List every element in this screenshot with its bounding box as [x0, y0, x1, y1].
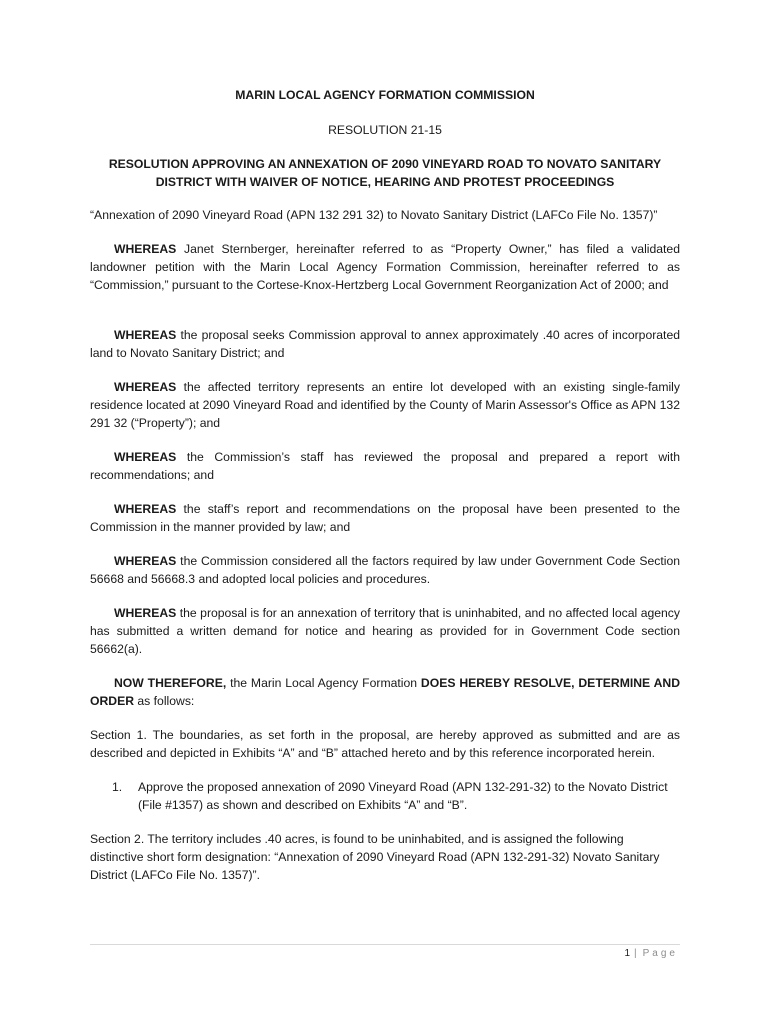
section-1-paragraph: Section 1. The boundaries, as set forth in the proposal, are hereby approved as submitted and are as described and depicted in Exhibits “A” and “B” attached hereto and by this reference incorporated herein.	[90, 728, 680, 760]
whereas-text-7: the proposal is for an annexation of territory that is uninhabited, and no affected local agency has submitted a written demand for notice and hearing as provided for in Government Code section 56662(a).	[90, 606, 680, 656]
whereas-text-1: Janet Sternberger, hereinafter referred to as “Property Owner,” has filed a validated landowner petition with the Marin Local Agency Formation Commission, hereinafter referred to as “Commission,” pursuant to the Cortese-Knox-Hertzberg Local Government Reorganization Act of 2000; and	[90, 242, 680, 292]
resolution-title-line-2: DISTRICT WITH WAIVER OF NOTICE, HEARING AND PROTEST PROCEEDINGS	[155, 175, 615, 189]
whereas-paragraph-6	[90, 552, 680, 588]
page-separator: |	[634, 948, 637, 959]
organization-title: MARIN LOCAL AGENCY FORMATION COMMISSION	[235, 88, 535, 102]
whereas-label: WHEREAS	[114, 606, 177, 620]
section-2-paragraph: Section 2. The territory includes .40 acres, is found to be uninhabited, and is assigned the following distinctive short form designation: “Annexation of 2090 Vineyard Road (APN 132-291-32) Novato Sanitary District (LAFCo File No. 1357)”.	[90, 832, 660, 882]
whereas-text-4: the Commission’s staff has reviewed the proposal and prepared a report with recommendations; and	[90, 450, 680, 482]
page-number: 1	[624, 948, 631, 959]
whereas-text-3: the affected territory represents an entire lot developed with an existing single-family residence located at 2090 Vineyard Road and identified by the County of Marin Assessor's Office as APN 132 291 32 (“Property”); and	[90, 380, 680, 430]
whereas-label: WHEREAS	[114, 328, 177, 342]
now-therefore-paragraph	[90, 674, 680, 710]
whereas-text-5: the staff’s report and recommendations on the proposal have been presented to the Commission in the manner provided by law; and	[90, 502, 680, 534]
now-therefore-text: the Marin Local Agency Formation	[226, 676, 421, 690]
whereas-label: WHEREAS	[114, 380, 177, 394]
whereas-label: WHEREAS	[114, 502, 177, 516]
whereas-paragraph-1	[90, 240, 680, 294]
page-footer	[624, 947, 678, 961]
whereas-paragraph-4	[90, 448, 680, 484]
now-therefore-end: as follows:	[134, 694, 195, 708]
resolution-number: RESOLUTION 21-15	[328, 123, 442, 137]
item-text: Approve the proposed annexation of 2090 Vineyard Road (APN 132-291-32) to the Novato District (File #1357) as shown and described on Exhibits “A” and “B”.	[138, 780, 668, 812]
whereas-paragraph-2	[90, 326, 680, 362]
resolution-title	[90, 155, 680, 191]
now-therefore-resolve: DOES HEREBY RESOLVE, DETERMINE AND ORDER	[90, 676, 680, 708]
whereas-paragraph-7	[90, 604, 680, 658]
whereas-label: WHEREAS	[114, 242, 177, 256]
now-therefore-label: NOW THEREFORE,	[114, 676, 227, 690]
whereas-paragraph-3	[90, 378, 680, 432]
page-label: Page	[642, 948, 678, 959]
resolution-title-line-1: RESOLUTION APPROVING AN ANNEXATION OF 2090 VINEYARD ROAD TO NOVATO SANITARY	[108, 157, 662, 171]
whereas-label: WHEREAS	[114, 554, 177, 568]
short-title-quote: “Annexation of 2090 Vineyard Road (APN 132 291 32) to Novato Sanitary District (LAFCo File No. 1357)”	[90, 208, 658, 222]
footer-divider	[90, 944, 680, 945]
numbered-item-1	[112, 778, 672, 814]
whereas-label: WHEREAS	[114, 450, 177, 464]
item-number: 1.	[112, 780, 123, 794]
whereas-paragraph-5	[90, 500, 680, 536]
whereas-text-2: the proposal seeks Commission approval to annex approximately .40 acres of incorporated land to Novato Sanitary District; and	[90, 328, 680, 360]
whereas-text-6: the Commission considered all the factors required by law under Government Code Section 56668 and 56668.3 and adopted local policies and procedures.	[90, 554, 680, 586]
